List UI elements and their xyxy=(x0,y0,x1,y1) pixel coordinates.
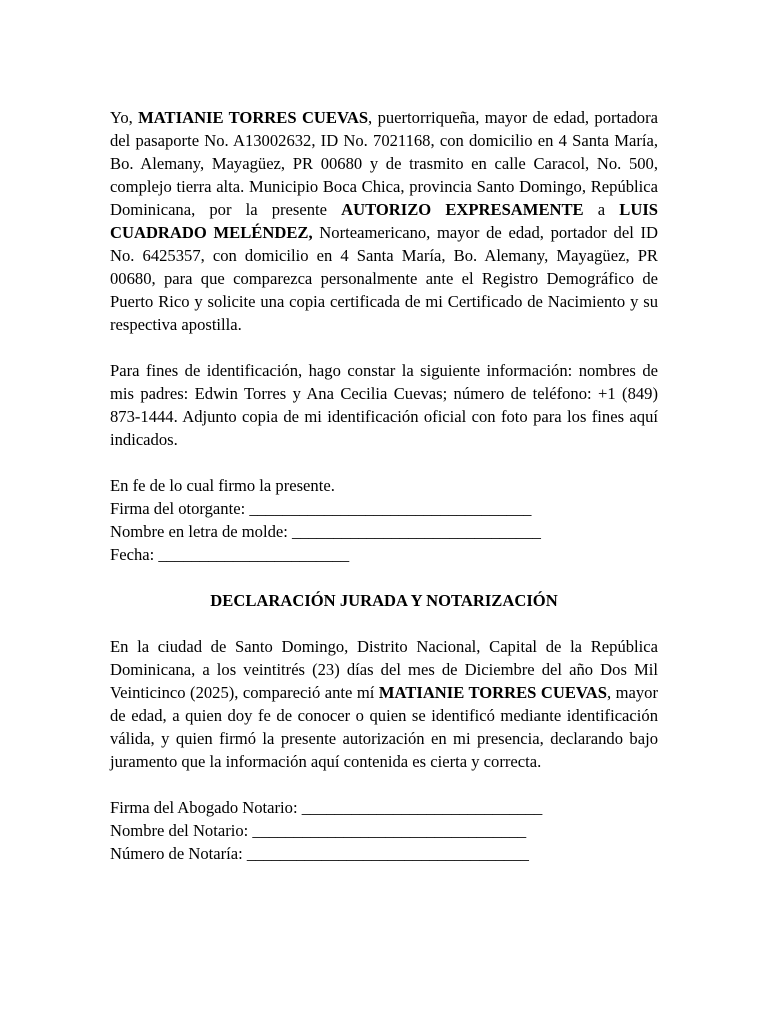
text-run: a xyxy=(583,200,620,219)
signature-statement: En fe de lo cual firmo la presente. xyxy=(110,476,335,495)
grantor-name: MATIANIE TORRES CUEVAS xyxy=(378,683,607,702)
identification-paragraph: Para fines de identificación, hago constar la siguiente información: nombres de mis padres: Edwin Torres y Ana Cecilia Cuevas; número de teléfono: +1 (849) 873-1444. Adjunto copia de mi identificación oficial con foto para los fines aquí indicados. xyxy=(110,361,658,449)
document-page xyxy=(110,106,658,865)
text-run: , puertorriqueña, mayor de edad, portadora del pasaporte No. A13002632, ID No. 7021168, con domicilio en 4 Santa María, Bo. Alemany, Mayagüez, PR 00680 y de trasmito en calle Caracol, No. 500, complejo tierra alta. Municipio Boca Chica, provincia Santo Domingo, República Dominicana, por la presente xyxy=(110,108,658,219)
notarization-paragraph xyxy=(110,635,658,773)
notary-name-line: Nombre del Notario: _________________________________ xyxy=(110,821,527,840)
authorization-phrase: AUTORIZO EXPRESAMENTE xyxy=(341,200,584,219)
notary-signature-line: Firma del Abogado Notario: _____________________________ xyxy=(110,798,543,817)
authorization-paragraph xyxy=(110,106,658,336)
grantor-signature-line: Firma del otorgante: __________________________________ xyxy=(110,499,532,518)
text-run: Norteamericano, mayor de edad, portador del ID No. 6425357, con domicilio en 4 Santa María, Bo. Alemany, Mayagüez, PR 00680, para que comparezca personalmente ante el Registro Demográfico de Puerto Rico y solicite una copia certificada de mi Certificado de Nacimiento y su respectiva apostilla. xyxy=(110,223,658,334)
agent-name: LUIS CUADRADO MELÉNDEZ, xyxy=(110,200,659,242)
date-line: Fecha: _______________________ xyxy=(110,545,350,564)
text-run: , mayor de edad, a quien doy fe de conocer o quien se identificó mediante identificación válida, y quien firmó la presente autorización en mi presencia, declarando bajo juramento que la información aquí contenida es cierta y correcta. xyxy=(110,683,658,771)
printed-name-line: Nombre en letra de molde: ______________________________ xyxy=(110,522,541,541)
notary-number-line: Número de Notaría: __________________________________ xyxy=(110,844,529,863)
grantor-name: MATIANIE TORRES CUEVAS xyxy=(138,108,369,127)
section-heading: DECLARACIÓN JURADA Y NOTARIZACIÓN xyxy=(210,591,558,610)
text-run: En la ciudad de Santo Domingo, Distrito Nacional, Capital de la República Dominicana, a los veintitrés (23) días del mes de Diciembre del año Dos Mil Veinticinco (2025), compareció ante mí xyxy=(110,637,658,702)
text-run: Yo, xyxy=(110,108,139,127)
